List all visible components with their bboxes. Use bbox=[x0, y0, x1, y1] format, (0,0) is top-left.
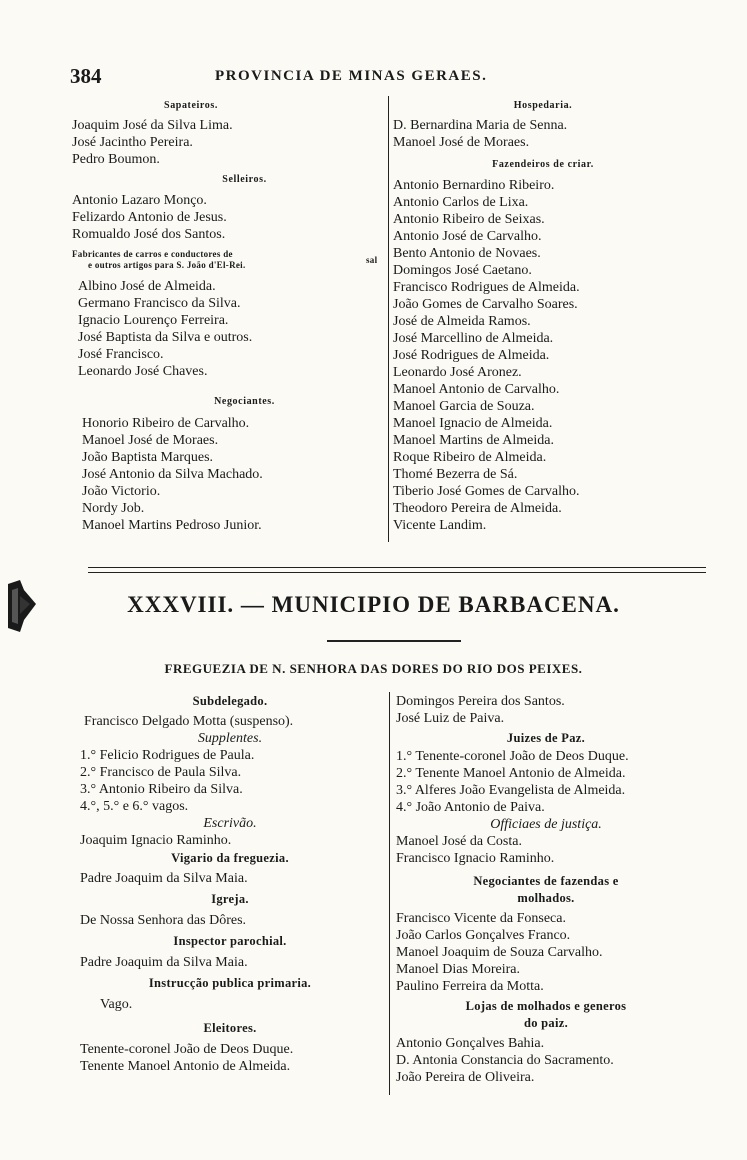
heading-lojas-line1: Lojas de molhados e generos bbox=[465, 999, 627, 1013]
list-item: Leonardo José Aronez. bbox=[393, 365, 522, 380]
list-item: Joaquim José da Silva Lima. bbox=[72, 118, 233, 133]
list-item: Padre Joaquim da Silva Maia. bbox=[80, 871, 248, 886]
list-item: Domingos José Caetano. bbox=[393, 263, 532, 278]
column-divider-top bbox=[388, 96, 389, 542]
list-item: 3.° Alferes João Evangelista de Almeida. bbox=[396, 783, 626, 798]
list-item: João Carlos Gonçalves Franco. bbox=[396, 928, 571, 943]
list-item: 3.° Antonio Ribeiro da Silva. bbox=[80, 782, 243, 797]
list-item: Ignacio Lourenço Ferreira. bbox=[78, 313, 229, 328]
list-item: Manoel José da Costa. bbox=[396, 834, 522, 849]
list-item: Pedro Boumon. bbox=[72, 152, 160, 167]
list-item: Theodoro Pereira de Almeida. bbox=[393, 501, 562, 516]
list-item: D. Antonia Constancia do Sacramento. bbox=[396, 1053, 614, 1068]
list-item: Manoel Ignacio de Almeida. bbox=[393, 416, 553, 431]
list-item: José Luiz de Paiva. bbox=[396, 711, 505, 726]
list-item: Thomé Bezerra de Sá. bbox=[393, 467, 518, 482]
list-item: Joaquim Ignacio Raminho. bbox=[80, 833, 232, 848]
list-item: José de Almeida Ramos. bbox=[393, 314, 531, 329]
list-item: Romualdo José dos Santos. bbox=[72, 227, 226, 242]
list-item: Manoel José de Moraes. bbox=[82, 433, 219, 448]
list-item: José Baptista da Silva e outros. bbox=[78, 330, 253, 345]
heading-eleitores: Eleitores. bbox=[203, 1021, 257, 1035]
list-item: Manoel Antonio de Carvalho. bbox=[393, 382, 560, 397]
list-item: Francisco Ignacio Raminho. bbox=[396, 851, 555, 866]
list-item: João Gomes de Carvalho Soares. bbox=[393, 297, 578, 312]
list-item: 2.° Tenente Manoel Antonio de Almeida. bbox=[396, 766, 626, 781]
list-item: Felizardo Antonio de Jesus. bbox=[72, 210, 227, 225]
heading-fabricantes-line2: e outros artigos para S. João d'El-Rei. bbox=[88, 260, 246, 270]
list-item: 2.° Francisco de Paula Silva. bbox=[80, 765, 242, 780]
list-item: Antonio Bernardino Ribeiro. bbox=[393, 178, 555, 193]
heading-igreja: Igreja. bbox=[211, 892, 249, 906]
list-item: Antonio Gonçalves Bahia. bbox=[396, 1036, 545, 1051]
list-item: Vago. bbox=[100, 997, 133, 1012]
page-number: 384 bbox=[70, 64, 102, 88]
list-item: José Rodrigues de Almeida. bbox=[393, 348, 550, 363]
list-item: 4.°, 5.° e 6.° vagos. bbox=[80, 799, 189, 814]
list-item: Bento Antonio de Novaes. bbox=[393, 246, 541, 261]
list-item: Manoel Joaquim de Souza Carvalho. bbox=[396, 945, 603, 960]
list-item: Vicente Landim. bbox=[393, 518, 487, 533]
list-item: João Baptista Marques. bbox=[82, 450, 214, 465]
heading-fazendeiros: Fazendeiros de criar. bbox=[492, 159, 594, 170]
list-item: 1.° Felicio Rodrigues de Paula. bbox=[80, 748, 255, 763]
list-item: Manoel Garcia de Souza. bbox=[393, 399, 535, 414]
bottom-left-column bbox=[80, 693, 380, 1075]
list-item: João Pereira de Oliveira. bbox=[396, 1070, 535, 1085]
list-item: Manoel José de Moraes. bbox=[393, 135, 530, 150]
list-item: Manoel Martins Pedroso Junior. bbox=[82, 518, 262, 533]
heading-supplentes: Supplentes. bbox=[197, 731, 263, 746]
heading-selleiros: Selleiros. bbox=[222, 174, 267, 185]
heading-fabricantes-line1: Fabricantes de carros e conductores de bbox=[72, 249, 233, 259]
list-item: Honorio Ribeiro de Carvalho. bbox=[82, 416, 250, 431]
list-item: Nordy Job. bbox=[82, 501, 145, 516]
heading-negociantes-fazendas-line2: molhados. bbox=[517, 891, 575, 905]
heading-vigario: Vigario da freguezia. bbox=[171, 851, 289, 865]
list-item: Manoel Dias Moreira. bbox=[396, 962, 521, 977]
bottom-right-column bbox=[396, 693, 696, 1086]
negociantes-list bbox=[72, 415, 372, 534]
heading-juizes: Juizes de Paz. bbox=[506, 731, 586, 745]
list-item: Antonio Carlos de Lixa. bbox=[393, 195, 529, 210]
list-item: Albino José de Almeida. bbox=[78, 279, 216, 294]
heading-lojas-line2: do paiz. bbox=[523, 1016, 569, 1030]
list-item: Roque Ribeiro de Almeida. bbox=[393, 450, 547, 465]
list-item: Francisco Vicente da Fonseca. bbox=[396, 911, 566, 926]
section-subtitle: FREGUEZIA DE N. SENHORA DAS DORES DO RIO DOS PEIXES. bbox=[164, 661, 583, 676]
list-item: João Victorio. bbox=[82, 484, 161, 499]
list-item: José Jacintho Pereira. bbox=[72, 135, 193, 150]
heading-instruccao: Instrucção publica primaria. bbox=[148, 976, 312, 990]
list-item: Manoel Martins de Almeida. bbox=[393, 433, 554, 448]
page-header bbox=[70, 64, 707, 90]
fabricantes-list bbox=[72, 278, 372, 380]
list-item: José Marcellino de Almeida. bbox=[393, 331, 554, 346]
list-item: Paulino Ferreira da Motta. bbox=[396, 979, 544, 994]
heading-sapateiros: Sapateiros. bbox=[164, 100, 218, 111]
heading-negociantes-fazendas-line1: Negociantes de fazendas e bbox=[473, 874, 619, 888]
list-item: Domingos Pereira dos Santos. bbox=[396, 694, 565, 709]
list-item: Tenente Manoel Antonio de Almeida. bbox=[80, 1059, 291, 1074]
list-item: Germano Francisco da Silva. bbox=[78, 296, 241, 311]
list-item: Leonardo José Chaves. bbox=[78, 364, 208, 379]
section-divider-rule bbox=[88, 567, 706, 573]
list-item: De Nossa Senhora das Dôres. bbox=[80, 913, 247, 928]
section-title: XXXVIII. — MUNICIPIO DE BARBACENA. bbox=[127, 592, 620, 617]
list-item: D. Bernardina Maria de Senna. bbox=[393, 118, 568, 133]
top-left-column bbox=[72, 96, 372, 534]
list-item: José Francisco. bbox=[78, 347, 164, 362]
heading-hospedaria: Hospedaria. bbox=[513, 100, 573, 111]
list-item: Francisco Rodrigues de Almeida. bbox=[393, 280, 580, 295]
top-right-column bbox=[393, 96, 673, 534]
list-item: José Antonio da Silva Machado. bbox=[82, 467, 263, 482]
running-title: PROVINCIA DE MINAS GERAES. bbox=[215, 68, 488, 84]
list-item: Francisco Delgado Motta (suspenso). bbox=[84, 714, 294, 729]
heading-officiaes: Officiaes de justiça. bbox=[490, 817, 602, 832]
heading-negociantes: Negociantes. bbox=[214, 396, 275, 407]
list-item: Tiberio José Gomes de Carvalho. bbox=[393, 484, 580, 499]
list-item: Antonio Lazaro Monço. bbox=[72, 193, 207, 208]
list-item: 1.° Tenente-coronel João de Deos Duque. bbox=[396, 749, 629, 764]
list-item: Antonio Ribeiro de Seixas. bbox=[393, 212, 545, 227]
sal-fragment: sal bbox=[366, 255, 378, 265]
heading-subdelegado: Subdelegado. bbox=[192, 694, 268, 708]
title-underline bbox=[327, 640, 461, 642]
list-item: Antonio José de Carvalho. bbox=[393, 229, 542, 244]
list-item: Padre Joaquim da Silva Maia. bbox=[80, 955, 248, 970]
heading-inspector: Inspector parochial. bbox=[173, 934, 287, 948]
heading-escrivao: Escrivão. bbox=[203, 816, 257, 831]
column-divider-bottom bbox=[389, 692, 390, 1095]
list-item: Tenente-coronel João de Deos Duque. bbox=[80, 1042, 294, 1057]
list-item: 4.° João Antonio de Paiva. bbox=[396, 800, 545, 815]
